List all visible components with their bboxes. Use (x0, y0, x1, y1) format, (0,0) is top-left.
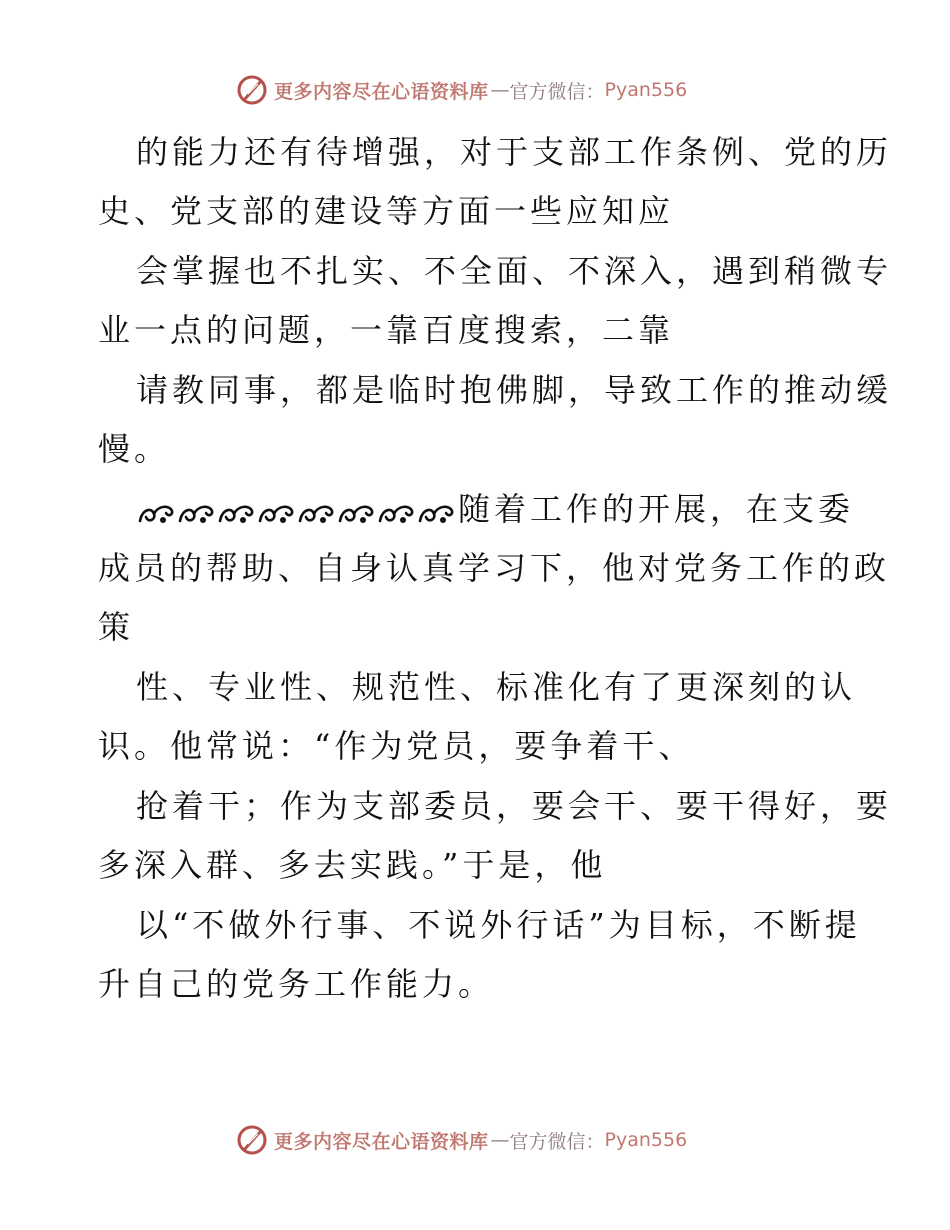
ornament-glyph-icon (376, 501, 416, 527)
text-line: 成员的帮助、自身认真学习下，他对党务工作的政 (98, 549, 891, 587)
watermark-main-text: 更多内容尽在心语资料库 (274, 80, 489, 103)
paragraph (98, 123, 893, 241)
ornament-glyph-icon (176, 501, 216, 527)
paragraph (98, 242, 893, 360)
paragraph (98, 658, 858, 776)
document-body (98, 123, 893, 1014)
text-line: 请教同事，都是临时抱佛脚，导致工作的推动缓 (136, 371, 893, 409)
ornament-glyph-icon (216, 501, 256, 527)
text-line: 会掌握也不扎实、不全面、不深入，遇到稍微专 (136, 252, 893, 290)
text-line: 抢着干；作为支部委员，要会干、要干得好，要 (136, 787, 893, 825)
text-line: 史、党支部的建设等方面一些应知应 (98, 192, 675, 230)
watermark-wechat-id: Pyan556 (604, 79, 688, 101)
paragraph (98, 777, 893, 895)
watermark-separator: — (490, 79, 510, 101)
paragraph (98, 480, 891, 657)
text-line: 多深入群、多去实践。”于是，他 (98, 846, 607, 884)
feather-circle-logo-icon (236, 1124, 268, 1156)
text-line: 升自己的党务工作能力。 (98, 965, 495, 1003)
text-line: 慢。 (98, 430, 171, 468)
text-line: 策 (98, 608, 135, 646)
ornament-glyph-icon (416, 501, 456, 527)
text-line: 性、专业性、规范性、标准化有了更深刻的认 (136, 668, 857, 706)
paragraph (98, 361, 893, 479)
ornament-glyph-icon (256, 501, 296, 527)
paragraph (98, 896, 861, 1014)
ornament-glyph-icon (296, 501, 336, 527)
watermark-wechat-id: Pyan556 (604, 1129, 688, 1151)
watermark-main-text: 更多内容尽在心语资料库 (274, 1130, 489, 1153)
watermark-wechat-label: 官方微信： (509, 80, 605, 103)
feather-circle-logo-icon (236, 74, 268, 106)
ornament-row (136, 482, 456, 541)
footer-watermark (236, 1123, 687, 1157)
ornament-glyph-icon (136, 501, 176, 527)
watermark-separator: — (490, 1129, 510, 1151)
ornament-glyph-icon (336, 501, 376, 527)
text-line: 随着工作的开展，在支委 (458, 490, 855, 528)
text-line: 以“不做外行事、不说外行话”为目标，不断提 (136, 906, 861, 944)
header-watermark (236, 73, 687, 107)
text-line: 识。他常说：“作为党员，要争着干、 (98, 727, 695, 765)
text-line-with-ornaments (98, 480, 858, 539)
text-line: 业一点的问题，一靠百度搜索，二靠 (98, 311, 675, 349)
text-line: 的能力还有待增强，对于支部工作条例、党的历 (136, 133, 893, 171)
watermark-wechat-label: 官方微信： (509, 1130, 605, 1153)
